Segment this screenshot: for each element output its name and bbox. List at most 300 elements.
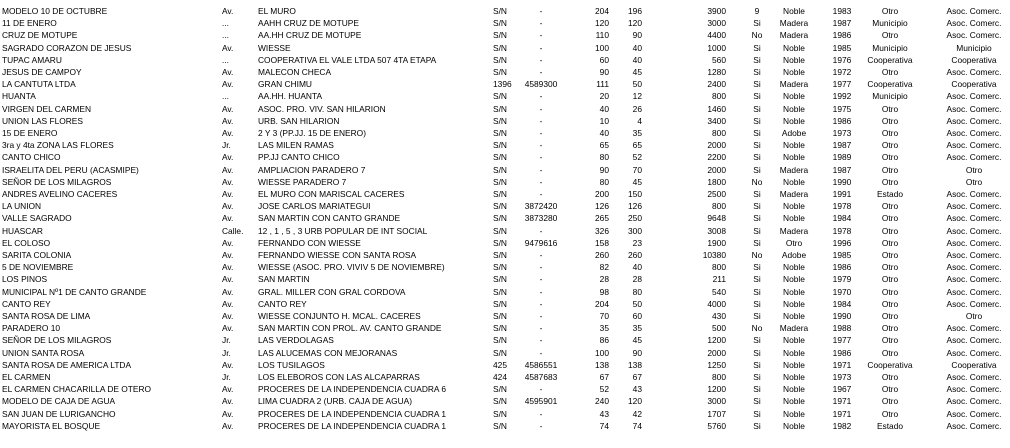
stalls-total-cell: 90 — [599, 164, 609, 175]
market-name-cell: LOS PINOS — [2, 274, 48, 285]
material-cell: Madera — [779, 225, 809, 236]
organization-cell: Asoc. Comerc. — [946, 213, 1002, 224]
stalls-active-cell: 120 — [628, 396, 642, 407]
via-type-cell: Av. — [222, 189, 234, 199]
services-cell: Si — [753, 262, 761, 273]
stalls-total-cell: 204 — [595, 298, 609, 309]
owner-cell: Otro — [881, 164, 899, 175]
phone-cell: - — [539, 91, 543, 102]
stalls-active-cell: 50 — [632, 298, 642, 309]
stalls-total-cell: 86 — [599, 335, 609, 346]
number-cell: 1396 — [493, 79, 512, 90]
market-name-cell: HUASCAR — [2, 225, 43, 236]
via-type-cell: ... — [222, 54, 229, 65]
address-cell: LOS TUSILAGOS — [258, 359, 325, 370]
stalls-active-cell: 40 — [632, 54, 642, 65]
number-cell: S/N — [493, 30, 507, 41]
phone-cell: 4587683 — [524, 372, 558, 382]
stalls-total-cell: 240 — [595, 396, 609, 407]
address-cell: LOS ELEBOROS CON LAS ALCAPARRAS — [258, 372, 420, 382]
material-cell: Madera — [779, 189, 809, 199]
owner-cell: Municipio — [872, 42, 908, 53]
via-type-cell: Av. — [222, 250, 234, 260]
organization-cell: Asoc. Comerc. — [946, 384, 1002, 395]
material-cell: Otro — [785, 237, 803, 248]
address-cell: WIESSE CONJUNTO H. MCAL. CACERES — [258, 311, 421, 321]
number-cell: S/N — [493, 396, 507, 407]
number-cell: S/N — [493, 384, 507, 395]
organization-cell: Asoc. Comerc. — [946, 152, 1002, 163]
stalls-total-cell: 43 — [599, 408, 609, 419]
stalls-active-cell: 80 — [632, 286, 642, 297]
owner-cell: Otro — [881, 176, 899, 187]
area-cell: 560 — [712, 54, 726, 65]
market-name-cell: SEÑOR DE LOS MILAGROS — [2, 335, 112, 346]
services-cell: No — [751, 323, 763, 334]
services-cell: Si — [753, 128, 761, 138]
address-cell: URB. SAN HILARION — [258, 115, 340, 126]
year-cell: 1975 — [832, 103, 852, 114]
via-type-cell: Av. — [222, 6, 234, 16]
organization-cell: Asoc. Comerc. — [946, 18, 1002, 29]
table-row — [0, 261, 1010, 273]
stalls-active-cell: 74 — [632, 420, 642, 431]
phone-cell: 4595901 — [524, 396, 558, 407]
table-row — [0, 54, 1010, 66]
table-row — [0, 371, 1010, 383]
organization-cell: Otro — [965, 164, 983, 175]
table-row — [0, 17, 1010, 29]
services-cell: Si — [753, 152, 761, 163]
services-cell: No — [751, 176, 763, 187]
area-cell: 800 — [712, 201, 726, 212]
year-cell: 1971 — [832, 359, 852, 370]
number-cell: S/N — [493, 6, 507, 16]
via-type-cell: Jr. — [222, 347, 231, 358]
material-cell: Noble — [783, 152, 805, 163]
stalls-active-cell: 45 — [632, 176, 642, 187]
table-row — [0, 29, 1010, 41]
area-cell: 1707 — [707, 408, 726, 419]
table-row — [0, 212, 1010, 224]
table-row — [0, 359, 1010, 371]
table-row — [0, 322, 1010, 334]
owner-cell: Otro — [881, 213, 899, 224]
year-cell: 1987 — [832, 140, 852, 151]
number-cell: S/N — [493, 140, 507, 151]
owner-cell: Otro — [881, 298, 899, 309]
via-type-cell: Av. — [222, 384, 234, 395]
number-cell: 425 — [493, 359, 507, 370]
organization-cell: Asoc. Comerc. — [946, 286, 1002, 297]
services-cell: Si — [753, 54, 761, 65]
services-cell: Si — [753, 164, 761, 175]
year-cell: 1984 — [832, 213, 852, 224]
number-cell: S/N — [493, 286, 507, 297]
phone-cell: - — [539, 311, 543, 321]
stalls-active-cell: 4 — [637, 115, 642, 126]
stalls-active-cell: 35 — [632, 128, 642, 138]
area-cell: 800 — [712, 262, 726, 273]
stalls-active-cell: 90 — [632, 30, 642, 41]
organization-cell: Asoc. Comerc. — [946, 91, 1002, 102]
material-cell: Noble — [783, 359, 805, 370]
organization-cell: Cooperativa — [951, 79, 997, 90]
stalls-total-cell: 158 — [595, 237, 609, 248]
services-cell: Si — [753, 189, 761, 199]
owner-cell: Otro — [881, 201, 899, 212]
material-cell: Noble — [783, 274, 805, 285]
via-type-cell: Av. — [222, 359, 234, 370]
owner-cell: Estado — [876, 189, 904, 199]
stalls-active-cell: 42 — [632, 408, 642, 419]
address-cell: JOSE CARLOS MARIATEGUI — [258, 201, 371, 212]
phone-cell: 4589300 — [524, 79, 558, 90]
services-cell: Si — [753, 359, 761, 370]
phone-cell: - — [539, 164, 543, 175]
market-name-cell: CANTO CHICO — [2, 152, 61, 163]
market-name-cell: JESUS DE CAMPOY — [2, 67, 82, 77]
stalls-total-cell: 74 — [599, 420, 609, 431]
table-row — [0, 103, 1010, 115]
number-cell: S/N — [493, 152, 507, 163]
market-name-cell: SANTA ROSA DE AMERICA LTDA — [2, 359, 132, 370]
number-cell: S/N — [493, 323, 507, 334]
material-cell: Madera — [779, 164, 809, 175]
organization-cell: Asoc. Comerc. — [946, 6, 1002, 16]
material-cell: Noble — [783, 262, 805, 273]
stalls-total-cell: 35 — [599, 323, 609, 334]
material-cell: Noble — [783, 201, 805, 212]
phone-cell: - — [539, 262, 543, 273]
market-name-cell: MUNICIPAL Nº1 DE CANTO GRANDE — [2, 286, 147, 297]
via-type-cell: Av. — [222, 298, 234, 309]
organization-cell: Asoc. Comerc. — [946, 225, 1002, 236]
year-cell: 1988 — [832, 323, 852, 334]
address-cell: GRAN CHIMU — [258, 79, 312, 90]
owner-cell: Estado — [876, 420, 904, 431]
market-name-cell: HUANTA — [2, 91, 36, 102]
number-cell: 424 — [493, 372, 507, 382]
via-type-cell: Jr. — [222, 372, 231, 382]
material-cell: Noble — [783, 42, 805, 53]
table-row — [0, 176, 1010, 188]
phone-cell: - — [539, 189, 543, 199]
owner-cell: Otro — [881, 384, 899, 395]
table-row — [0, 273, 1010, 285]
market-name-cell: ANDRES AVELINO CACERES — [2, 189, 118, 199]
owner-cell: Otro — [881, 335, 899, 346]
address-cell: LIMA CUADRA 2 (URB. CAJA DE AGUA) — [258, 396, 413, 407]
organization-cell: Otro — [965, 176, 983, 187]
via-type-cell: Av. — [222, 213, 234, 224]
table-row — [0, 188, 1010, 200]
market-name-cell: ISRAELITA DEL PERU (ACASMIPE) — [2, 164, 139, 175]
market-name-cell: MODELO 10 DE OCTUBRE — [2, 6, 108, 16]
number-cell: S/N — [493, 213, 507, 224]
phone-cell: - — [539, 67, 543, 77]
address-cell: 2 Y 3 (PP.JJ. 15 DE ENERO) — [258, 128, 366, 138]
via-type-cell: Av. — [222, 152, 234, 163]
material-cell: Noble — [783, 6, 805, 16]
year-cell: 1967 — [832, 384, 852, 395]
area-cell: 1200 — [707, 335, 726, 346]
organization-cell: Asoc. Comerc. — [946, 128, 1002, 138]
area-cell: 1250 — [707, 359, 726, 370]
via-type-cell: Av. — [222, 128, 234, 138]
owner-cell: Otro — [881, 262, 899, 273]
organization-cell: Asoc. Comerc. — [946, 67, 1002, 77]
owner-cell: Otro — [881, 115, 899, 126]
organization-cell: Asoc. Comerc. — [946, 237, 1002, 248]
material-cell: Noble — [783, 347, 805, 358]
services-cell: Si — [753, 311, 761, 321]
organization-cell: Asoc. Comerc. — [946, 335, 1002, 346]
area-cell: 3400 — [707, 115, 726, 126]
stalls-total-cell: 80 — [599, 176, 609, 187]
services-cell: Si — [753, 347, 761, 358]
stalls-total-cell: 126 — [595, 201, 609, 212]
address-cell: PP.JJ CANTO CHICO — [258, 152, 340, 163]
number-cell: S/N — [493, 201, 507, 212]
via-type-cell: Jr. — [222, 140, 231, 151]
market-name-cell: PARADERO 10 — [2, 323, 61, 334]
area-cell: 1200 — [707, 384, 726, 395]
phone-cell: - — [539, 250, 543, 260]
table-row — [0, 115, 1010, 127]
area-cell: 2000 — [707, 164, 726, 175]
services-cell: Si — [753, 79, 761, 90]
address-cell: MALECON CHECA — [258, 67, 332, 77]
area-cell: 4400 — [707, 30, 726, 41]
phone-cell: - — [539, 54, 543, 65]
address-cell: FERNANDO CON WIESSE — [258, 237, 361, 248]
table-row — [0, 90, 1010, 102]
owner-cell: Otro — [881, 323, 899, 334]
material-cell: Madera — [779, 323, 809, 334]
address-cell: ASOC. PRO. VIV. SAN HILARION — [258, 103, 386, 114]
address-cell: SAN MARTIN CON PROL. AV. CANTO GRANDE — [258, 323, 442, 334]
stalls-total-cell: 60 — [599, 54, 609, 65]
table-row — [0, 200, 1010, 212]
year-cell: 1979 — [832, 274, 852, 285]
material-cell: Noble — [783, 176, 805, 187]
via-type-cell: Av. — [222, 420, 234, 431]
market-name-cell: MODELO DE CAJA DE AGUA — [2, 396, 116, 407]
material-cell: Adobe — [781, 128, 807, 138]
via-type-cell: Av. — [222, 176, 234, 187]
material-cell: Noble — [783, 311, 805, 321]
via-type-cell: Av. — [222, 164, 234, 175]
stalls-active-cell: 120 — [628, 18, 642, 29]
market-name-cell: VALLE SAGRADO — [2, 213, 72, 224]
owner-cell: Otro — [881, 225, 899, 236]
area-cell: 3900 — [707, 6, 726, 16]
area-cell: 1280 — [707, 67, 726, 77]
market-name-cell: EL CARMEN — [2, 372, 51, 382]
services-cell: No — [751, 250, 763, 260]
table-row — [0, 139, 1010, 151]
stalls-total-cell: 204 — [595, 6, 609, 16]
address-cell: EL MURO CON MARISCAL CACERES — [258, 189, 405, 199]
material-cell: Noble — [783, 286, 805, 297]
services-cell: Si — [753, 115, 761, 126]
number-cell: S/N — [493, 103, 507, 114]
material-cell: Noble — [783, 91, 805, 102]
owner-cell: Otro — [881, 152, 899, 163]
market-name-cell: LA CANTUTA LTDA — [2, 79, 76, 90]
services-cell: Si — [753, 42, 761, 53]
via-type-cell: Av. — [222, 79, 234, 90]
phone-cell: - — [539, 18, 543, 29]
market-name-cell: 15 DE ENERO — [2, 128, 58, 138]
via-type-cell: Av. — [222, 67, 234, 77]
organization-cell: Asoc. Comerc. — [946, 408, 1002, 419]
stalls-total-cell: 200 — [595, 189, 609, 199]
address-cell: PROCERES DE LA INDEPENDENCIA CUADRA 1 — [258, 408, 447, 419]
phone-cell: 9479616 — [524, 237, 558, 248]
services-cell: Si — [753, 213, 761, 224]
address-cell: FERNANDO WIESSE CON SANTA ROSA — [258, 250, 417, 260]
stalls-active-cell: 12 — [632, 91, 642, 102]
via-type-cell: ... — [222, 18, 229, 29]
phone-cell: - — [539, 6, 543, 16]
via-type-cell: Jr. — [222, 335, 231, 346]
owner-cell: Otro — [881, 103, 899, 114]
address-cell: SAN MARTIN — [258, 274, 310, 285]
via-type-cell: Calle. — [222, 225, 244, 236]
market-name-cell: LA UNION — [2, 201, 42, 212]
stalls-active-cell: 67 — [632, 372, 642, 382]
stalls-total-cell: 110 — [595, 30, 609, 41]
market-name-cell: SAGRADO CORAZON DE JESUS — [2, 42, 132, 53]
phone-cell: 3872420 — [524, 201, 558, 212]
owner-cell: Otro — [881, 311, 899, 321]
table-row — [0, 164, 1010, 176]
area-cell: 500 — [712, 323, 726, 334]
year-cell: 1972 — [832, 67, 852, 77]
table-row — [0, 66, 1010, 78]
number-cell: S/N — [493, 18, 507, 29]
owner-cell: Otro — [881, 408, 899, 419]
phone-cell: 4586551 — [524, 359, 558, 370]
area-cell: 800 — [712, 372, 726, 382]
table-row — [0, 42, 1010, 54]
services-cell: Si — [753, 286, 761, 297]
stalls-total-cell: 100 — [595, 42, 609, 53]
owner-cell: Cooperativa — [867, 359, 913, 370]
address-cell: WIESSE — [258, 42, 291, 53]
stalls-active-cell: 28 — [632, 274, 642, 285]
material-cell: Noble — [783, 213, 805, 224]
owner-cell: Otro — [881, 237, 899, 248]
address-cell: AA.HH CRUZ DE MOTUPE — [258, 30, 362, 41]
stalls-active-cell: 260 — [628, 250, 642, 260]
number-cell: S/N — [493, 250, 507, 260]
address-cell: EL MURO — [258, 6, 296, 16]
services-cell: Si — [753, 91, 761, 102]
area-cell: 2000 — [707, 347, 726, 358]
phone-cell: - — [539, 347, 543, 358]
table-row — [0, 78, 1010, 90]
via-type-cell: Av. — [222, 201, 234, 212]
number-cell: S/N — [493, 91, 507, 102]
stalls-total-cell: 28 — [599, 274, 609, 285]
organization-cell: Municipio — [956, 42, 992, 53]
year-cell: 1976 — [832, 54, 852, 65]
address-cell: AMPLIACION PARADERO 7 — [258, 164, 366, 175]
stalls-total-cell: 98 — [599, 286, 609, 297]
table-row — [0, 347, 1010, 359]
year-cell: 1971 — [832, 396, 852, 407]
owner-cell: Otro — [881, 128, 899, 138]
number-cell: S/N — [493, 115, 507, 126]
services-cell: Si — [753, 408, 761, 419]
number-cell: S/N — [493, 164, 507, 175]
phone-cell: - — [539, 30, 543, 41]
table-row — [0, 5, 1010, 17]
market-name-cell: 3ra y 4ta ZONA LAS FLORES — [2, 140, 114, 151]
via-type-cell: Av. — [222, 323, 234, 334]
via-type-cell: Av. — [222, 408, 234, 419]
stalls-active-cell: 35 — [632, 323, 642, 334]
stalls-active-cell: 23 — [632, 237, 642, 248]
number-cell: S/N — [493, 262, 507, 273]
stalls-total-cell: 67 — [599, 372, 609, 382]
area-cell: 3008 — [707, 225, 726, 236]
area-cell: 211 — [712, 274, 726, 285]
owner-cell: Municipio — [872, 18, 908, 29]
area-cell: 2200 — [707, 152, 726, 163]
stalls-active-cell: 26 — [632, 103, 642, 114]
number-cell: S/N — [493, 67, 507, 77]
area-cell: 2500 — [707, 189, 726, 199]
services-cell: Si — [753, 140, 761, 151]
phone-cell: - — [539, 274, 543, 285]
via-type-cell: Av. — [222, 115, 234, 126]
year-cell: 1973 — [832, 128, 852, 138]
phone-cell: - — [539, 128, 543, 138]
material-cell: Madera — [779, 30, 809, 41]
organization-cell: Asoc. Comerc. — [946, 396, 1002, 407]
year-cell: 1992 — [832, 91, 852, 102]
organization-cell: Asoc. Comerc. — [946, 347, 1002, 358]
area-cell: 3000 — [707, 396, 726, 407]
year-cell: 1985 — [832, 250, 852, 260]
phone-cell: 3873280 — [524, 213, 558, 224]
via-type-cell: Av. — [222, 286, 234, 297]
services-cell: Si — [753, 103, 761, 114]
material-cell: Noble — [783, 420, 805, 431]
year-cell: 1989 — [832, 152, 852, 163]
owner-cell: Otro — [881, 396, 899, 407]
phone-cell: - — [539, 225, 543, 236]
material-cell: Noble — [783, 372, 805, 382]
table-row — [0, 286, 1010, 298]
organization-cell: Asoc. Comerc. — [946, 115, 1002, 126]
services-cell: Si — [753, 396, 761, 407]
table-row — [0, 249, 1010, 261]
market-name-cell: EL CARMEN CHACARILLA DE OTERO — [2, 384, 152, 395]
phone-cell: - — [539, 176, 543, 187]
material-cell: Noble — [783, 140, 805, 151]
phone-cell: - — [539, 103, 543, 114]
material-cell: Noble — [783, 67, 805, 77]
phone-cell: - — [539, 115, 543, 126]
owner-cell: Cooperativa — [867, 79, 913, 90]
owner-cell: Municipio — [872, 91, 908, 102]
year-cell: 1986 — [832, 347, 852, 358]
